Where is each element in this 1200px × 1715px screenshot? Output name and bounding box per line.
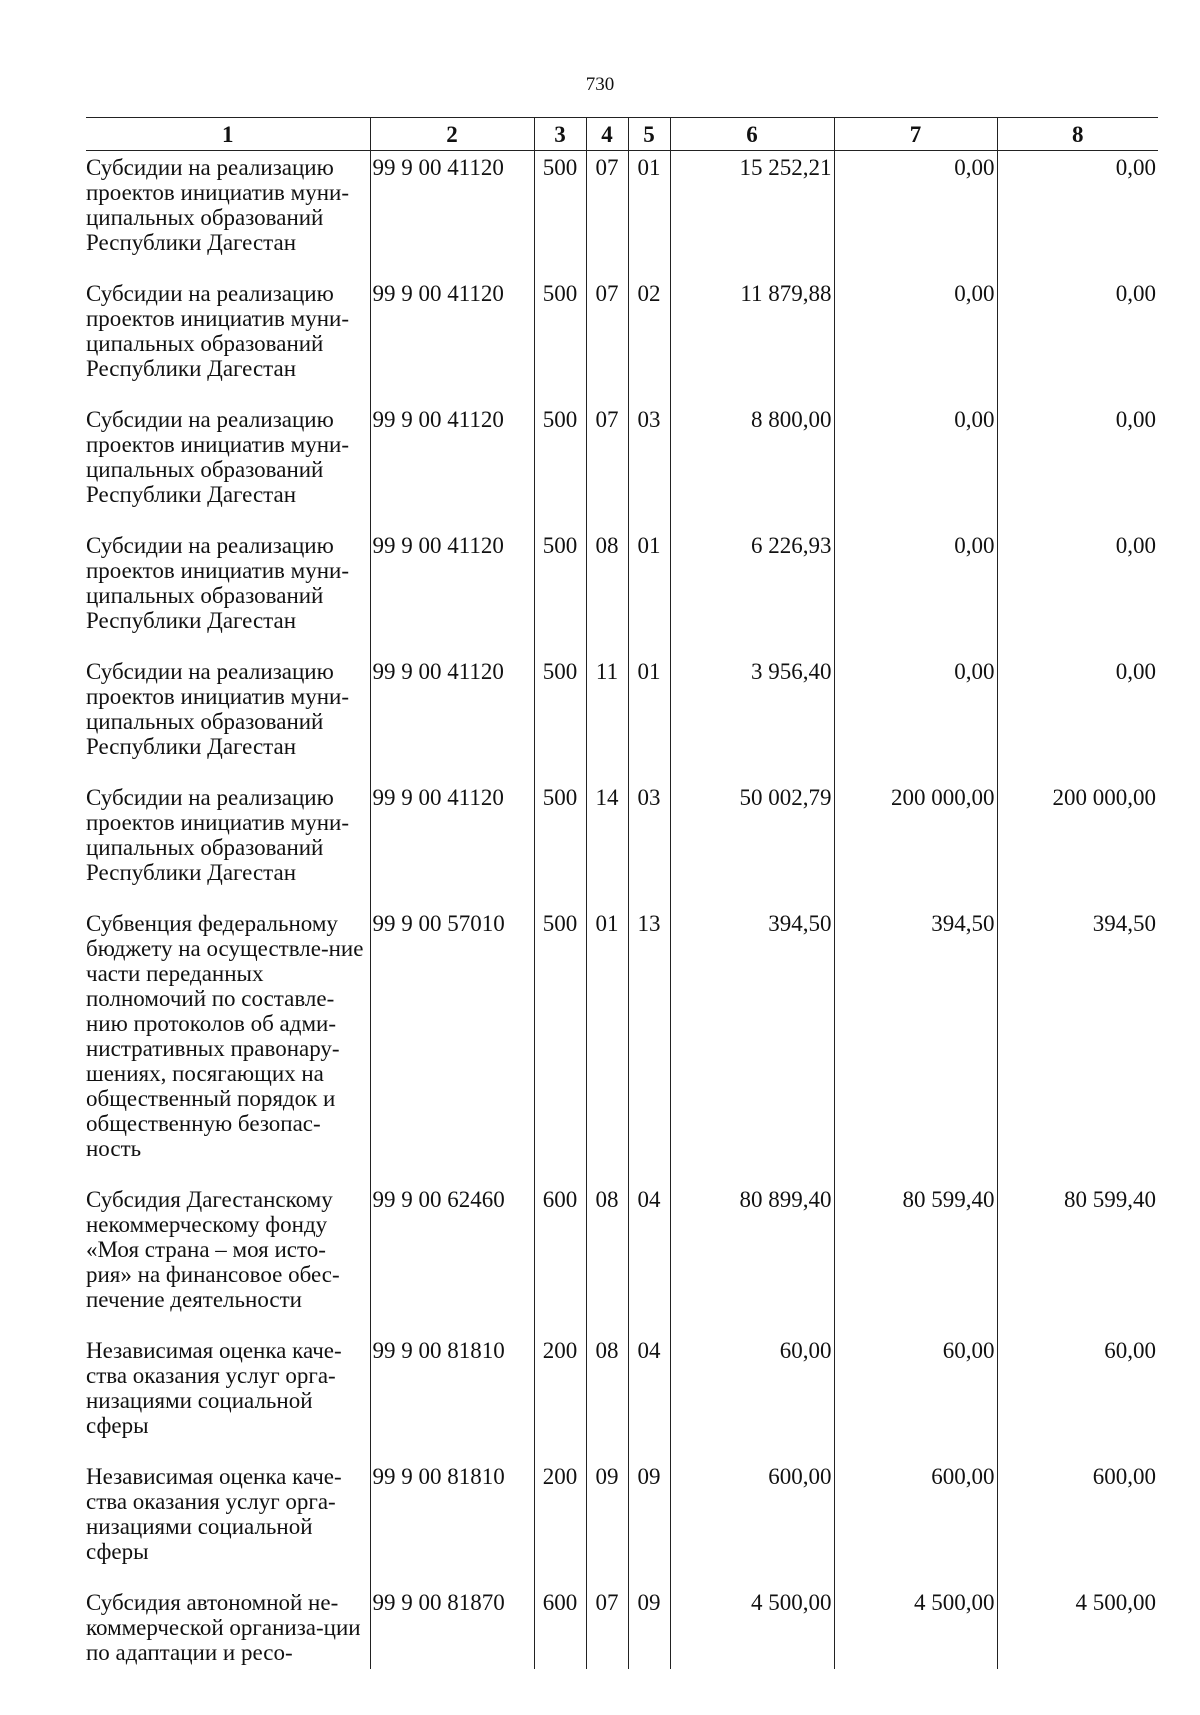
subsection-code: 03 — [628, 403, 670, 529]
item-name: Субсидии на реализацию проектов инициатив муни-ципальных образований Республики Дагестан — [86, 281, 349, 381]
subsection-code: 09 — [628, 1460, 670, 1586]
amount-col6: 60,00 — [670, 1334, 834, 1460]
target-article-code: 99 9 00 81810 — [370, 1460, 534, 1586]
table-row — [86, 1460, 1158, 1586]
amount-col8: 0,00 — [997, 277, 1158, 403]
amount-col6: 50 002,79 — [670, 781, 834, 907]
amount-col7: 0,00 — [834, 151, 997, 278]
item-name: Субсидия автономной не-коммерческой организа-ции по адаптации и ресо- — [86, 1590, 361, 1665]
amount-col6: 3 956,40 — [670, 655, 834, 781]
target-article-code: 99 9 00 62460 — [370, 1183, 534, 1334]
amount-col8: 200 000,00 — [997, 781, 1158, 907]
item-name: Субсидии на реализацию проектов инициатив муни-ципальных образований Республики Дагестан — [86, 533, 349, 633]
item-name: Субсидии на реализацию проектов инициатив муни-ципальных образований Республики Дагестан — [86, 155, 349, 255]
target-article-code: 99 9 00 41120 — [370, 151, 534, 278]
item-name: Субсидии на реализацию проектов инициатив муни-ципальных образований Республики Дагестан — [86, 407, 349, 507]
amount-col6: 6 226,93 — [670, 529, 834, 655]
subsection-code: 01 — [628, 655, 670, 781]
section-code: 11 — [586, 655, 628, 781]
budget-table — [86, 117, 1158, 1669]
section-code: 08 — [586, 1334, 628, 1460]
subsection-code: 03 — [628, 781, 670, 907]
column-header: 5 — [628, 118, 670, 151]
column-header: 3 — [534, 118, 586, 151]
amount-col7: 200 000,00 — [834, 781, 997, 907]
amount-col8: 0,00 — [997, 403, 1158, 529]
section-code: 07 — [586, 151, 628, 278]
amount-col6: 4 500,00 — [670, 1586, 834, 1669]
amount-col8: 4 500,00 — [997, 1586, 1158, 1669]
expense-type: 500 — [534, 277, 586, 403]
item-name: Субсидия Дагестанскому некоммерческому фонду «Моя страна – моя исто-рия» на финансовое обес-печение деятельности — [86, 1187, 340, 1312]
amount-col8: 394,50 — [997, 907, 1158, 1183]
table-row — [86, 403, 1158, 529]
table-row — [86, 655, 1158, 781]
table-row — [86, 1334, 1158, 1460]
header-row — [86, 118, 1158, 151]
column-header: 1 — [86, 118, 370, 151]
target-article-code: 99 9 00 81810 — [370, 1334, 534, 1460]
amount-col8: 0,00 — [997, 151, 1158, 278]
amount-col8: 80 599,40 — [997, 1183, 1158, 1334]
subsection-code: 01 — [628, 151, 670, 278]
expense-type: 500 — [534, 907, 586, 1183]
amount-col8: 600,00 — [997, 1460, 1158, 1586]
expense-type: 500 — [534, 403, 586, 529]
column-header: 4 — [586, 118, 628, 151]
item-name: Субсидии на реализацию проектов инициатив муни-ципальных образований Республики Дагестан — [86, 785, 349, 885]
subsection-code: 01 — [628, 529, 670, 655]
table-row — [86, 1183, 1158, 1334]
table-row — [86, 907, 1158, 1183]
item-name: Независимая оценка каче-ства оказания услуг орга-низациями социальной сферы — [86, 1464, 342, 1564]
expense-type: 500 — [534, 781, 586, 907]
amount-col6: 80 899,40 — [670, 1183, 834, 1334]
column-header: 8 — [997, 118, 1158, 151]
table-row — [86, 151, 1158, 278]
amount-col6: 8 800,00 — [670, 403, 834, 529]
amount-col6: 394,50 — [670, 907, 834, 1183]
target-article-code: 99 9 00 57010 — [370, 907, 534, 1183]
amount-col7: 0,00 — [834, 403, 997, 529]
expense-type: 500 — [534, 655, 586, 781]
expense-type: 200 — [534, 1460, 586, 1586]
expense-type: 200 — [534, 1334, 586, 1460]
amount-col7: 80 599,40 — [834, 1183, 997, 1334]
section-code: 07 — [586, 277, 628, 403]
target-article-code: 99 9 00 41120 — [370, 277, 534, 403]
section-code: 01 — [586, 907, 628, 1183]
amount-col6: 11 879,88 — [670, 277, 834, 403]
column-header: 6 — [670, 118, 834, 151]
subsection-code: 02 — [628, 277, 670, 403]
table-row — [86, 781, 1158, 907]
item-name: Субвенция федеральному бюджету на осуществле-ние части переданных полномочий по составле-нию протоколов об адми-нистративных правонару-шениях, посягающих на общественный порядок и общественную безопас-ность — [86, 911, 364, 1161]
target-article-code: 99 9 00 41120 — [370, 655, 534, 781]
target-article-code: 99 9 00 41120 — [370, 781, 534, 907]
section-code: 07 — [586, 403, 628, 529]
subsection-code: 13 — [628, 907, 670, 1183]
target-article-code: 99 9 00 41120 — [370, 529, 534, 655]
section-code: 14 — [586, 781, 628, 907]
amount-col8: 0,00 — [997, 529, 1158, 655]
expense-type: 600 — [534, 1183, 586, 1334]
amount-col7: 4 500,00 — [834, 1586, 997, 1669]
amount-col8: 60,00 — [997, 1334, 1158, 1460]
amount-col8: 0,00 — [997, 655, 1158, 781]
subsection-code: 04 — [628, 1334, 670, 1460]
amount-col7: 0,00 — [834, 655, 997, 781]
expense-type: 600 — [534, 1586, 586, 1669]
section-code: 08 — [586, 529, 628, 655]
table-row — [86, 1586, 1158, 1669]
subsection-code: 09 — [628, 1586, 670, 1669]
column-header: 2 — [370, 118, 534, 151]
amount-col6: 15 252,21 — [670, 151, 834, 278]
item-name: Независимая оценка каче-ства оказания услуг орга-низациями социальной сферы — [86, 1338, 342, 1438]
amount-col7: 0,00 — [834, 277, 997, 403]
amount-col7: 394,50 — [834, 907, 997, 1183]
column-header: 7 — [834, 118, 997, 151]
section-code: 07 — [586, 1586, 628, 1669]
section-code: 09 — [586, 1460, 628, 1586]
subsection-code: 04 — [628, 1183, 670, 1334]
page-number: 730 — [585, 74, 615, 95]
table-row — [86, 529, 1158, 655]
amount-col7: 0,00 — [834, 529, 997, 655]
target-article-code: 99 9 00 41120 — [370, 403, 534, 529]
amount-col7: 600,00 — [834, 1460, 997, 1586]
expense-type: 500 — [534, 151, 586, 278]
amount-col6: 600,00 — [670, 1460, 834, 1586]
table-row — [86, 277, 1158, 403]
section-code: 08 — [586, 1183, 628, 1334]
expense-type: 500 — [534, 529, 586, 655]
target-article-code: 99 9 00 81870 — [370, 1586, 534, 1669]
amount-col7: 60,00 — [834, 1334, 997, 1460]
item-name: Субсидии на реализацию проектов инициатив муни-ципальных образований Республики Дагестан — [86, 659, 349, 759]
